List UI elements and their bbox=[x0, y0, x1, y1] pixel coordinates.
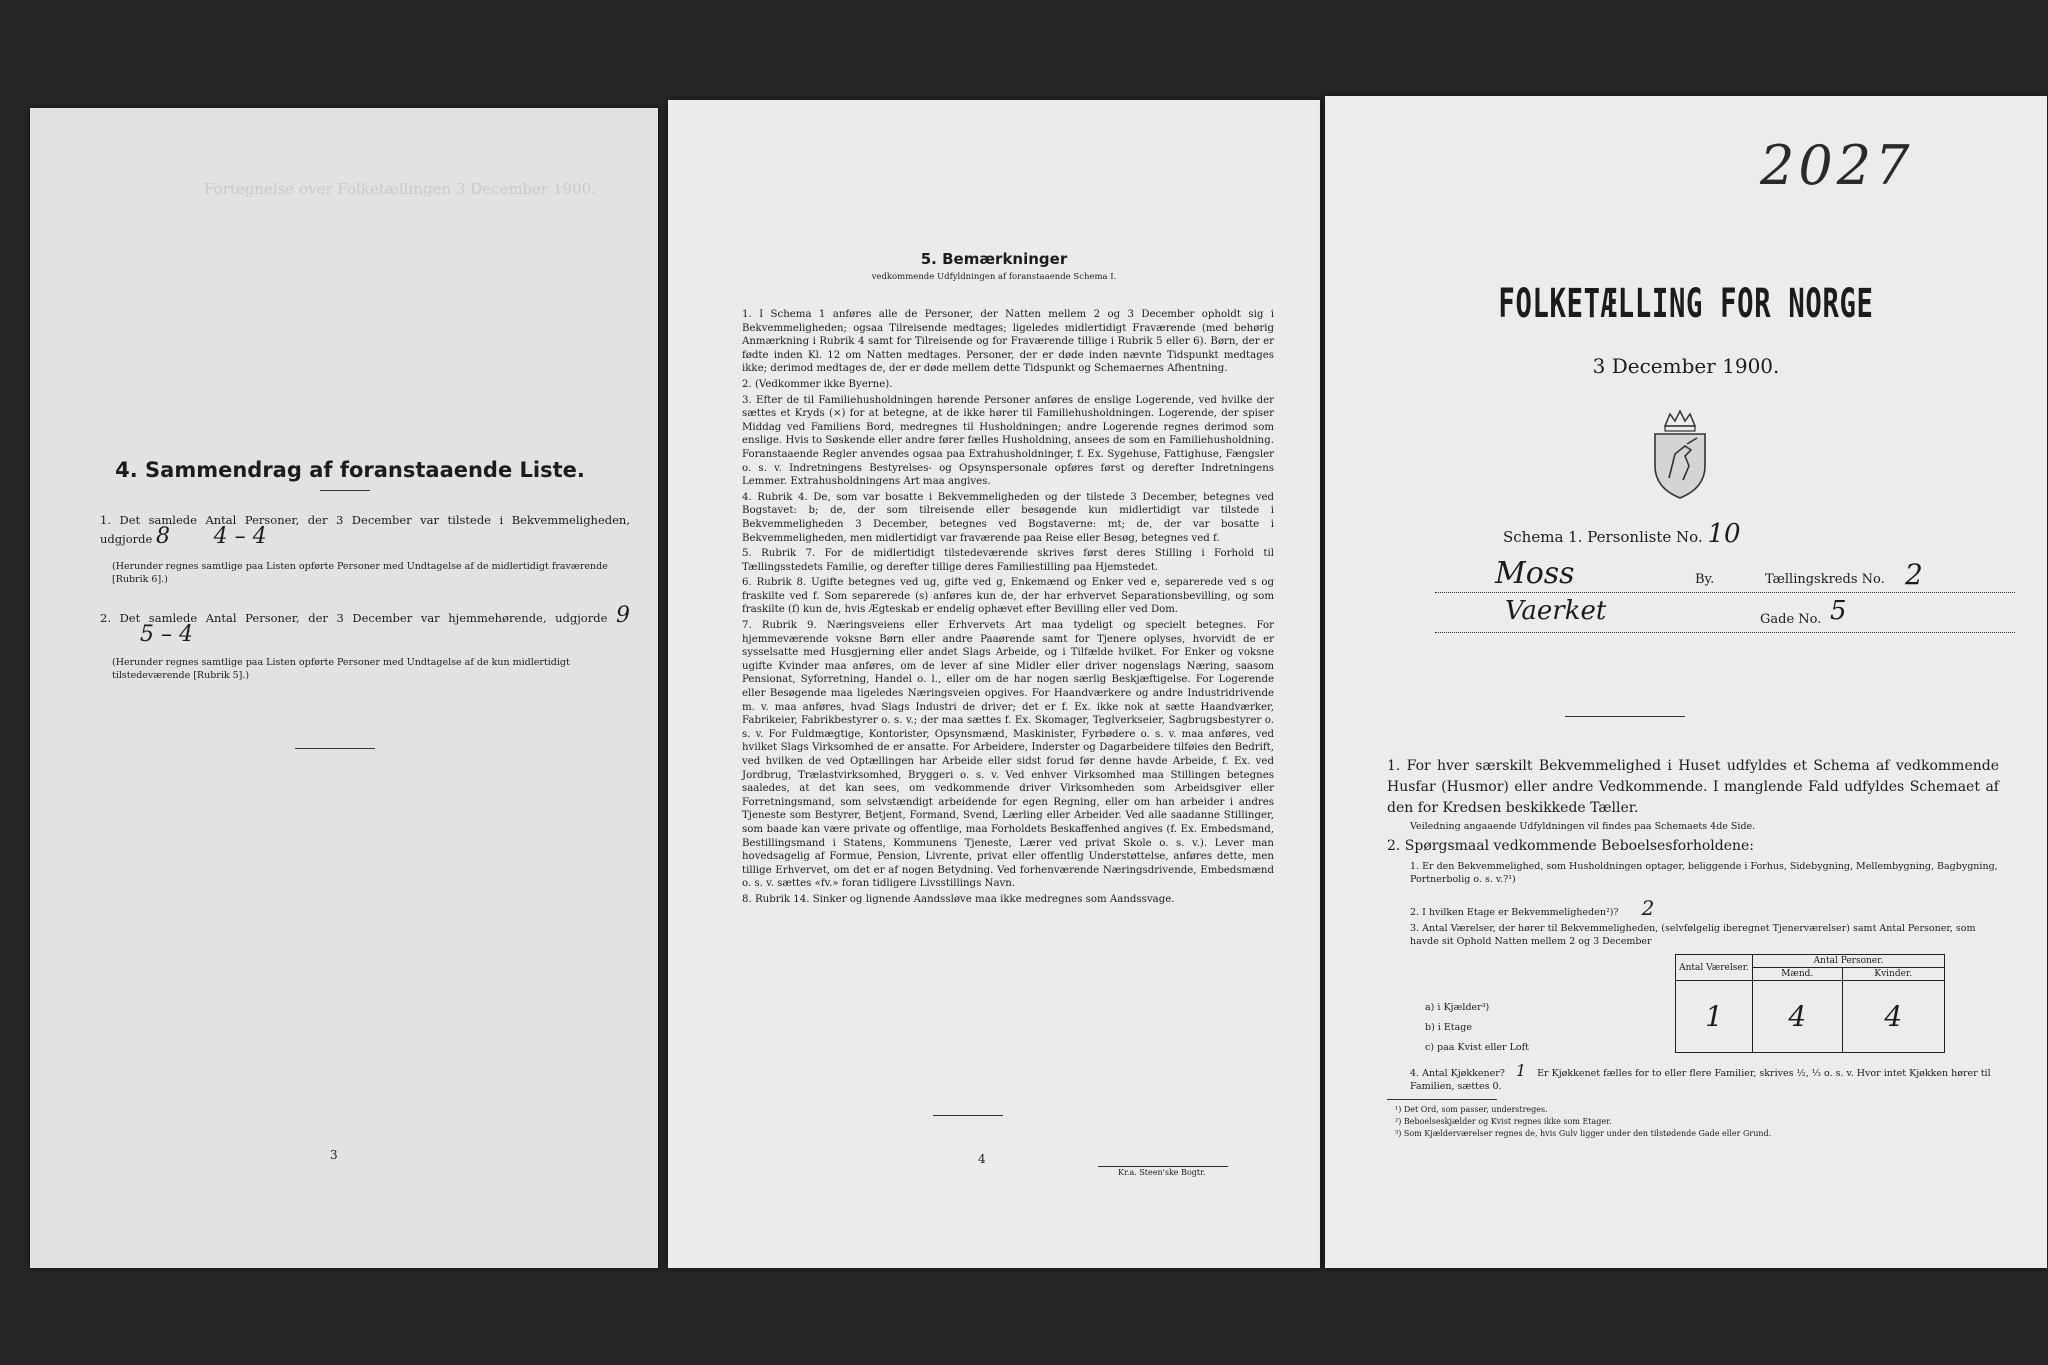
summary-note-2: (Herunder regnes samtlige paa Listen opførte Personer med Undtagelse af de kun midlertidigt tilstedeværende [Rubrik 5].) bbox=[112, 657, 570, 681]
summary-heading: 4. Sammendrag af foranstaaende Liste. bbox=[115, 458, 585, 482]
norway-coat-of-arms-icon bbox=[1645, 408, 1715, 500]
census-title: FOLKETÆLLING FOR NORGE bbox=[1498, 281, 1874, 327]
remarks-list bbox=[742, 308, 1274, 909]
footnote: ³) Som Kjælderværelser regnes de, hvis Gulv ligger under den tilstødende Gade eller Grund. bbox=[1395, 1129, 1772, 1138]
schema-line: Schema 1. Personliste No. 10 bbox=[1503, 519, 1741, 549]
street-line: Vaerket Gade No. 5 bbox=[1435, 602, 2015, 633]
summary-item-1: 1. Det samlede Antal Personer, der 3 December var tilstede i Bekvemmeligheden, udgjorde 8 4 – 4 bbox=[100, 513, 630, 549]
census-date: 3 December 1900. bbox=[1592, 354, 1780, 378]
row-label-attic: c) paa Kvist eller Loft bbox=[1425, 1042, 1529, 1053]
row-label-floor: b) i Etage bbox=[1425, 1022, 1472, 1033]
remark-item: 3. Efter de til Familiehusholdningen hørende Personer anføres de enslige Logerende, ved hvilke der sættes et Kryds (×) for at betegne, at de ikke hører til Familiehusholdningen. Logerende, der spiser Middag ved Familiens Bord, medregnes til Husholdningen; andre Logerende regnes derimod som enslige. Hvis to Søskende eller andre fører fælles Husholdning, ansees de som en Familiehusholdning. Foranstaaende Regler anvendes ogsaa paa Extrahusholdninger, f. Ex. Sygehuse, Fattighuse, Fængsler o. s. v. Indretningens Bestyrelses- og Opsynspersonale opføres først og derefter Indretningens Lemmer. Extrahusholdningens Art maa angives. bbox=[742, 394, 1274, 488]
page-number: 3 bbox=[330, 1148, 338, 1162]
remarks-heading: 5. Bemærkninger bbox=[920, 250, 1068, 268]
district-number: 2 bbox=[1905, 558, 1923, 591]
question-2: 2. I hvilken Etage er Bekvemmeligheden²)? 2 bbox=[1410, 896, 1655, 920]
divider bbox=[1565, 716, 1685, 717]
divider bbox=[295, 748, 375, 749]
summary-item-2: 2. Det samlede Antal Personer, der 3 December var hjemmehørende, udgjorde 9 5 – 4 bbox=[100, 603, 630, 647]
remark-item: 8. Rubrik 14. Sinker og lignende Aandssløve maa ikke medregnes som Aandssvage. bbox=[742, 893, 1175, 905]
divider bbox=[320, 490, 370, 491]
remark-item: 5. Rubrik 7. For de midlertidigt tilstedeværende skrives først deres Stilling i Forhold til Tællingsstedets Familie, og derefter tillige deres Familiestilling paa Hjemstedet. bbox=[742, 548, 1274, 573]
remark-item: 4. Rubrik 4. De, som var bosatte i Bekvemmeligheden og der tilstede 3 December, betegnes ved Bogstavet: b; de, der som tilreisende eller besøgende kun midlertidigt var tilstede i Bekvemmeligheden 3 December, betegnes ved Bogstaverne: mt; de, der var bosatte i Bekvemmeligheden, men midlertidigt var fraværende paa Reise eller Besøg, betegnes ved f. bbox=[742, 491, 1274, 544]
instruction-note: Veiledning angaaende Udfyldningen vil findes paa Schemaets 4de Side. bbox=[1410, 821, 1756, 832]
bleed-through-text: Fortegnelse over Folketællingen 3 December 1900. bbox=[204, 180, 596, 198]
remark-item: 6. Rubrik 8. Ugifte betegnes ved ug, gifte ved g, Enkemænd og Enker ved e, separerede ved s og fraskilte ved f. Som separerede (s) anføres kun de, der har erhvervet Separationsbevilling, og som fraskilte (f) kun de, hvis Ægteskab er endelig ophævet efter Bevilling eller ved Dom. bbox=[742, 577, 1274, 616]
kitchen-count: 1 bbox=[1515, 1061, 1527, 1080]
city-value: Moss bbox=[1495, 556, 1575, 591]
printer-mark: Kr.a. Steen'ske Bogtr. bbox=[1118, 1168, 1206, 1177]
summary-note-1: (Herunder regnes samtlige paa Listen opførte Personer med Undtagelse af de midlertidigt fraværende [Rubrik 6].) bbox=[112, 561, 608, 585]
page-number: 4 bbox=[978, 1152, 986, 1166]
divider bbox=[1098, 1166, 1228, 1167]
remarks-subheading: vedkommende Udfyldningen af foranstaaende Schema I. bbox=[871, 272, 1117, 282]
present-split: 4 – 4 bbox=[213, 523, 267, 549]
schema-number: 10 bbox=[1707, 519, 1741, 549]
question-4: 4. Antal Kjøkkener? 1 Er Kjøkkenet fælles for to eller flere Familier, skrives ½, ⅓ o. s. v. Hvor intet Kjøkken hører til Familien, sættes 0. bbox=[1410, 1061, 1991, 1092]
resident-count: 9 bbox=[616, 603, 630, 628]
rooms-persons-table: Antal Værelser. Antal Personer. Mænd. Kvinder. 1 4 4 bbox=[1675, 954, 1945, 1053]
instruction-1: 1. For hver særskilt Bekvemmelighed i Huset udfyldes et Schema af vedkommende Husfar (Husmor) eller andre Vedkommende. I manglende Fald udfyldes Schemaet af den for Kredsen beskikkede Tæller. bbox=[1387, 758, 1999, 816]
remark-item: 1. I Schema 1 anføres alle de Personer, der Natten mellem 2 og 3 December opholdt sig i Bekvemmeligheden; ogsaa Tilreisende medtages; ligeledes midlertidigt Fraværende (med behørig Anmærkning i Rubrik 4 samt for Tilreisende og for Fraværende tillige i Rubrik 5 eller 6). Børn, der er fødte inden Kl. 12 om Natten medtages. Personer, der er døde inden nævnte Tidspunkt medtages ikke; derimod medtages de, der er døde mellem dette Tidspunkt og Schemaernes Afhentning. bbox=[742, 309, 1274, 375]
footnotes bbox=[1395, 1104, 1995, 1140]
present-count: 8 bbox=[155, 523, 170, 549]
divider bbox=[1387, 1099, 1497, 1100]
page-4 bbox=[668, 100, 1320, 1268]
street-value: Vaerket bbox=[1505, 596, 1607, 626]
archive-number: 2027 bbox=[1760, 134, 1914, 197]
footnote: ¹) Det Ord, som passer, understreges. bbox=[1395, 1105, 1548, 1114]
remark-item: 7. Rubrik 9. Næringsveiens eller Erhvervets Art maa tydeligt og specielt betegnes. For hjemmeværende voksne Børn eller andre Paaørende samt for Tjenere oplyses, hvorvidt de er sysselsatte med Husgjerning eller andet Slags Arbeide, og i Tilfælde hvilket. For Enker og voksne ugifte Kvinder maa anføres, om de lever af sine Midler eller driver nogenslags Næring, saasom Pensionat, Syforretning, Handel o. l., eller om de har nogen særlig Beskjæftigelse. For Logerende eller Besøgende maa ligeledes Næringsveien opgives. For Haandværkere og andre Industridrivende m. v. maa anføres, hvad Slags Industri de driver; det er f. Ex. ikke nok at sætte Haandværker, Fabrikeier, Fabrikbestyrer o. s. v.; der maa sættes f. Ex. Skomager, Teglverkseier, Sagbrugsbestyrer o. s. v. For Fuldmægtige, Kontorister, Opsynsmænd, Maskinister, Fyrbødere o. s. v. maa anføres, ved hvilket Slags Virksomhed de er ansatte. For Arbeidere, Inderster og Dagarbeidere tilføies den Bedrift, ved hvilken de ved Optællingen har Arbeide eller sidst forud før denne havde Arbeide, f. Ex. ved Jordbrug, Trælastvirksomhed, Bryggeri o. s. v. Ved enhver Virksomhed maa Stillingen betegnes saaledes, at det kan sees, om vedkommende driver Virksomheden som Arbeidsgiver eller Forretningsmand, som selvstændigt arbeidende for egen Regning, eller om han arbeider i andres Tjeneste som Bestyrer, Betjent, Formand, Svend, Lærling eller Arbeider. Ved alle saadanne Stillinger, som baade kan være private og offentlige, maa Forholdets Beskaffenhed angives (f. Ex. Embedsmand, Bestillingsmand i Statens, Kommunens Tjeneste, Lærer ved privat Skole o. s. v.). Lever man hovedsagelig af Formue, Pension, Livrente, privat eller offentlig Understøttelse, anføres dette, men tillige Erhvervet, om det er af nogen Betydning. Ved forhenværende Næringsdrivende, Embedsmænd o. s. v. sættes «fv.» foran tidligere Livsstillings Navn. bbox=[742, 620, 1274, 890]
row-label-cellar: a) i Kjælder³) bbox=[1425, 1002, 1490, 1013]
street-number: 5 bbox=[1830, 596, 1847, 626]
question-3: 3. Antal Værelser, der hører til Bekvemmeligheden, (selvfølgelig iberegnet Tjenerværelser) samt Antal Personer, som havde sit Ophold Natten mellem 2 og 3 December bbox=[1410, 923, 1976, 947]
divider bbox=[933, 1115, 1003, 1116]
resident-split: 5 – 4 bbox=[140, 621, 193, 647]
city-line: Moss By. Tællingskreds No. 2 bbox=[1435, 562, 2015, 593]
cover-page bbox=[1325, 96, 2047, 1268]
instruction-2: 2. Spørgsmaal vedkommende Beboelsesforholdene: bbox=[1387, 838, 1755, 854]
footnote: ²) Beboelseskjælder og Kvist regnes ikke som Etager. bbox=[1395, 1117, 1612, 1126]
floor-value: 2 bbox=[1641, 896, 1655, 920]
remark-item: 2. (Vedkommer ikke Byerne). bbox=[742, 378, 893, 390]
page-3 bbox=[30, 108, 658, 1268]
question-1: 1. Er den Bekvemmelighed, som Husholdningen optager, beliggende i Forhus, Sidebygning, Mellembygning, Bagbygning, Portnerbolig o. s. v.?¹) bbox=[1410, 861, 1998, 885]
table-row: 1 4 4 bbox=[1676, 981, 1945, 1053]
